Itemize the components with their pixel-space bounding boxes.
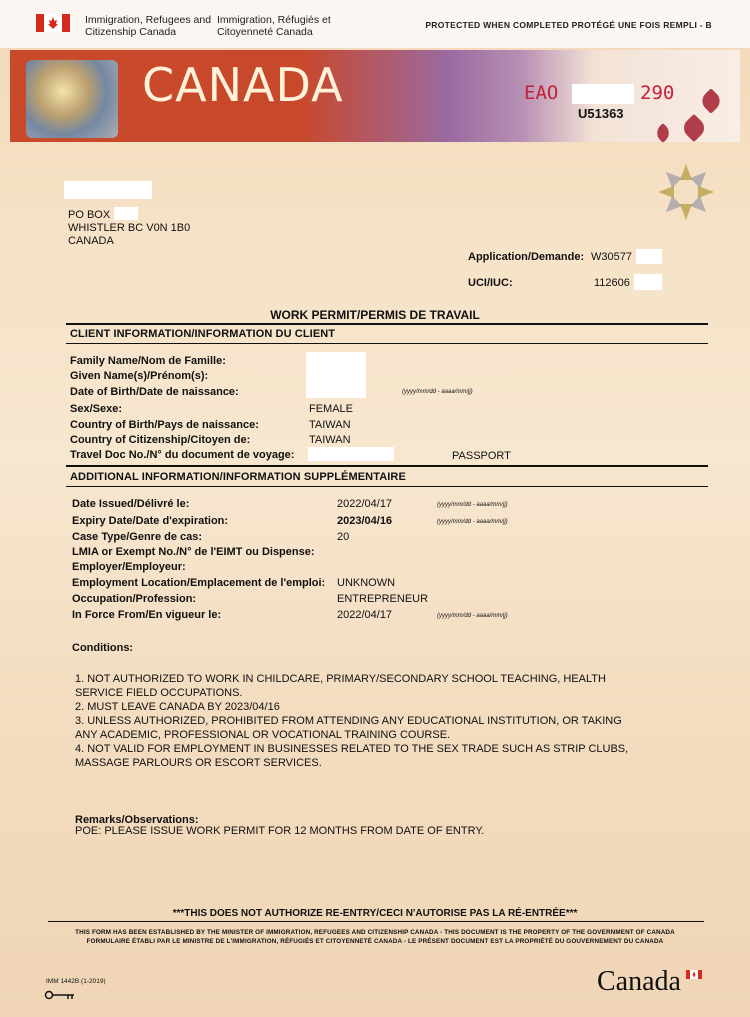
in-force-format-hint: (yyyy/mm/dd - aaaa/mm/jj) xyxy=(437,613,508,619)
occupation-label: Occupation/Profession: xyxy=(72,593,197,605)
form-code: IMM 1442B (1-2019) xyxy=(46,978,106,985)
uci-label: UCI/IUC: xyxy=(468,277,513,289)
case-type-value: 20 xyxy=(337,531,350,543)
given-names-label: Given Name(s)/Prénom(s): xyxy=(70,370,209,382)
remarks-text: POE: PLEASE ISSUE WORK PERMIT FOR 12 MONTHS FROM DATE OF ENTRY. xyxy=(75,825,485,837)
redaction-serial xyxy=(572,84,634,104)
condition-line: 3. UNLESS AUTHORIZED, PROHIBITED FROM ATTENDING ANY EDUCATIONAL INSTITUTION, OR TAKING xyxy=(75,715,622,727)
canada-wordmark: Canada xyxy=(597,966,681,997)
condition-line: SERVICE FIELD OCCUPATIONS. xyxy=(75,687,243,699)
location-label: Employment Location/Emplacement de l'emploi: xyxy=(72,577,326,589)
family-name-label: Family Name/Nom de Famille: xyxy=(70,355,226,367)
expiry-format-hint: (yyyy/mm/dd - aaaa/mm/jj) xyxy=(437,519,508,525)
occupation-value: ENTREPRENEUR xyxy=(337,593,429,605)
document-number: U51363 xyxy=(578,106,624,121)
hologram xyxy=(26,60,118,138)
dob-label: Date of Birth/Date de naissance: xyxy=(70,386,239,398)
application-value: W30577 xyxy=(591,251,632,263)
application-label: Application/Demande: xyxy=(468,251,585,263)
remarks-heading: Remarks/Observations: xyxy=(75,814,199,826)
issued-format-hint: (yyyy/mm/dd - aaaa/mm/jj) xyxy=(437,502,508,508)
sex-label: Sex/Sexe: xyxy=(70,403,122,415)
banner-country-title: CANADA xyxy=(142,58,344,112)
condition-line: MASSAGE PARLOURS OR ESCORT SERVICES. xyxy=(75,757,322,769)
security-emblem-icon xyxy=(654,160,718,224)
client-section-heading: CLIENT INFORMATION/INFORMATION DU CLIENT xyxy=(70,328,336,340)
title-rule xyxy=(66,323,708,325)
client-heading-rule xyxy=(66,343,708,344)
document-title: WORK PERMIT/PERMIS DE TRAVAIL xyxy=(270,308,480,322)
redaction-names-dob xyxy=(306,352,366,398)
birth-country-value: TAIWAN xyxy=(309,419,351,431)
lmia-label: LMIA or Exempt No./N° de l'EIMT ou Dispense: xyxy=(72,546,315,558)
reentry-warning: ***THIS DOES NOT AUTHORIZE RE-ENTRY/CECI N'AUTORISE PAS LA RÉ-ENTRÉE*** xyxy=(172,908,578,919)
redaction-travel-doc xyxy=(308,447,394,461)
employer-label: Employer/Employeur: xyxy=(72,561,186,573)
travel-doc-type: PASSPORT xyxy=(452,450,511,462)
expiry-value: 2023/04/16 xyxy=(337,515,393,527)
birth-country-label: Country of Birth/Pays de naissance: xyxy=(70,419,259,431)
wordmark-flag-icon xyxy=(686,970,702,979)
redaction-uci xyxy=(634,274,662,290)
conditions-heading: Conditions: xyxy=(72,642,134,654)
citizenship-value: TAIWAN xyxy=(309,434,351,446)
canada-flag-icon xyxy=(36,14,70,32)
citizenship-label: Country of Citizenship/Citoyen de: xyxy=(70,434,251,446)
key-icon xyxy=(44,990,76,1000)
uci-value: 112606 xyxy=(594,277,630,289)
additional-rule xyxy=(66,465,708,467)
dob-format-hint: (yyyy/mm/dd - aaaa/mm/jj) xyxy=(402,389,473,395)
in-force-value: 2022/04/17 xyxy=(337,609,393,621)
legal-notice-en: THIS FORM HAS BEEN ESTABLISHED BY THE MINISTER OF IMMIGRATION, REFUGEES AND CITIZENSHIP CANADA - THIS DOCUMENT IS THE PROPERTY OF THE GOVERNMENT OF CANADA xyxy=(75,929,675,936)
department-name-en: Immigration, Refugees and Citizenship Canada xyxy=(85,14,212,38)
condition-line: ANY ACADEMIC, PROFESSIONAL OR VOCATIONAL TRAINING COURSE. xyxy=(75,729,451,741)
legal-notice-fr: FORMULAIRE ÉTABLI PAR LE MINISTRE DE L'IMMIGRATION, RÉFUGIÉS ET CITOYENNETÉ CANADA - LE PRÉSENT DOCUMENT EST LA PROPRIÉTÉ DU GOUVERNEMENT DU CANADA xyxy=(86,938,664,945)
travel-doc-label: Travel Doc No./N° du document de voyage: xyxy=(70,449,295,461)
additional-section-heading: ADDITIONAL INFORMATION/INFORMATION SUPPLÉMENTAIRE xyxy=(70,471,406,483)
in-force-label: In Force From/En vigueur le: xyxy=(72,609,222,621)
condition-line: 2. MUST LEAVE CANADA BY 2023/04/16 xyxy=(75,701,280,713)
footer-rule xyxy=(48,921,704,922)
issued-label: Date Issued/Délivré le: xyxy=(72,498,190,510)
redaction-application xyxy=(636,249,662,264)
protected-notice: PROTECTED WHEN COMPLETED PROTÉGÉ UNE FOIS REMPLI - B xyxy=(425,20,712,30)
additional-heading-rule xyxy=(66,486,708,487)
address-line-1: PO BOX xyxy=(68,209,111,221)
serial-prefix: EAO xyxy=(524,82,559,104)
serial-suffix: 290 xyxy=(640,82,675,104)
condition-line: 1. NOT AUTHORIZED TO WORK IN CHILDCARE, PRIMARY/SECONDARY SCHOOL TEACHING, HEALTH xyxy=(75,673,606,685)
case-type-label: Case Type/Genre de cas: xyxy=(72,531,203,543)
issued-value: 2022/04/17 xyxy=(337,498,393,510)
condition-line: 4. NOT VALID FOR EMPLOYMENT IN BUSINESSES RELATED TO THE SEX TRADE SUCH AS STRIP CLUBS, xyxy=(75,743,629,755)
address-line-2: WHISTLER BC V0N 1B0 xyxy=(68,222,191,234)
department-name-fr: Immigration, Réfugiés et Citoyenneté Canada xyxy=(217,14,331,38)
redaction-name xyxy=(64,181,152,199)
redaction-po-box xyxy=(114,207,138,220)
expiry-label: Expiry Date/Date d'expiration: xyxy=(72,515,229,527)
location-value: UNKNOWN xyxy=(337,577,396,589)
address-line-3: CANADA xyxy=(68,235,114,247)
sex-value: FEMALE xyxy=(309,403,354,415)
